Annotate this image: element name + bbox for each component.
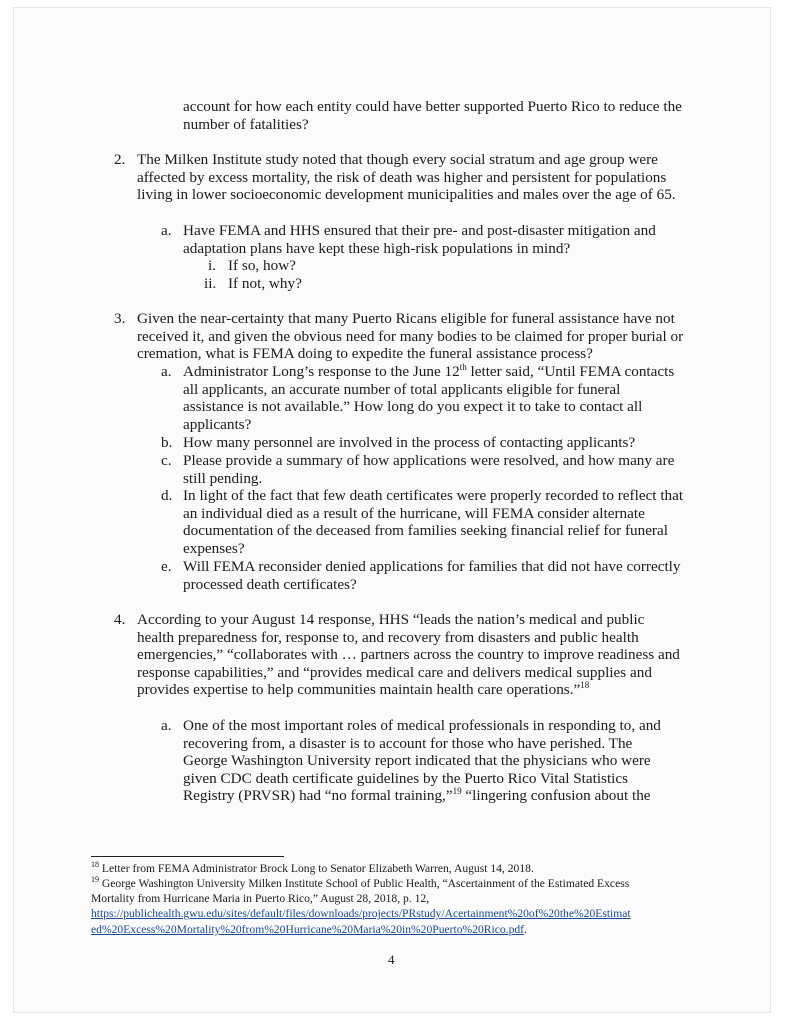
text-line: received it, and given the obvious need for many bodies to be claimed for proper burial or [137, 327, 684, 345]
question-3b-text [183, 434, 635, 452]
text-line: account for how each entity could have better supported Puerto Rico to reduce the [183, 98, 682, 115]
text-line: health preparedness for, response to, and recovery from disasters and public health [137, 628, 639, 646]
text-line [183, 363, 674, 381]
question-3b-letter: b. [161, 434, 173, 451]
text-line: According to your August 14 response, HHS “leads the nation’s medical and public [137, 611, 645, 628]
text-line: affected by excess mortality, the risk of death was higher and persistent for populations [137, 168, 667, 186]
text-line: processed death certificates? [183, 575, 357, 593]
question-3-number: 3. [114, 310, 126, 327]
question-4-text [137, 611, 680, 699]
text-line: expenses? [183, 539, 245, 557]
question-2a-i-label: i. [208, 257, 217, 274]
text-line: an individual died as a result of the hurricane, will FEMA consider alternate [183, 504, 645, 522]
document-page [14, 8, 770, 1012]
text-line [91, 906, 711, 921]
question-4a-text [183, 717, 661, 805]
question-3d-letter: d. [161, 487, 173, 504]
text-line: In light of the fact that few death certificates were properly recorded to reflect that [183, 487, 684, 504]
text-line: Will FEMA reconsider denied applications for families that did not have correctly [183, 558, 681, 575]
question-3-text [137, 310, 683, 363]
footnote-19 [91, 876, 711, 937]
question-4-number: 4. [114, 611, 126, 628]
footnote-link[interactable]: https://publichealth.gwu.edu/sites/default/files/downloads/projects/PRstudy/Acertainment%20of%20the%20Estimat [91, 907, 631, 921]
footnote-ref-18: 18 [580, 680, 590, 691]
continuation-paragraph [183, 98, 682, 133]
superscript: th [459, 361, 467, 372]
text-line: cremation, what is FEMA doing to expedite the funeral assistance process? [137, 345, 593, 363]
question-3c-letter: c. [161, 452, 172, 469]
text-line: How many personnel are involved in the process of contacting applicants? [183, 434, 636, 451]
question-3d-text [183, 487, 683, 557]
footnote-divider [91, 856, 284, 857]
text-line: Please provide a summary of how applications were resolved, and how many are [183, 452, 675, 469]
text-span: . [524, 922, 527, 936]
footnote-18 [91, 861, 711, 876]
text-line: adaptation plans have kept these high-risk populations in mind? [183, 239, 571, 257]
question-3a-letter: a. [161, 363, 172, 380]
text-line: all applicants, an accurate number of total applicants eligible for funeral [183, 380, 621, 398]
text-line: One of the most important roles of medical professionals in responding to, and [183, 717, 661, 734]
question-2a-i-text: If so, how? [228, 257, 296, 274]
footnote-mark: 18 [91, 860, 99, 870]
question-2-number: 2. [114, 151, 126, 168]
footnote-text: George Washington University Milken Institute School of Public Health, “Ascertainment of the Estimated Excess [101, 877, 630, 890]
text-line [91, 876, 711, 891]
text-line: The Milken Institute study noted that though every social stratum and age group were [137, 151, 658, 168]
question-3c-text [183, 452, 674, 487]
question-2a-text [183, 222, 656, 257]
text-span: “lingering confusion about the [461, 787, 651, 805]
question-3a-text [183, 363, 674, 433]
question-3e-letter: e. [161, 558, 172, 575]
text-line: living in lower socioeconomic development municipalities and males over the age of 65. [137, 186, 676, 204]
question-2a-ii-text: If not, why? [228, 275, 302, 292]
question-4a-letter: a. [161, 717, 172, 734]
footnote-mark: 19 [91, 875, 99, 885]
question-2a-ii-label: ii. [204, 275, 217, 292]
text-line: response capabilities,” and “provides medical care and delivers medical supplies and [137, 663, 652, 681]
question-3e-text [183, 558, 680, 593]
text-line: assistance is not available.” How long do you expect it to take to contact all [183, 398, 643, 416]
footnote-link[interactable]: ed%20Excess%20Mortality%20from%20Hurricane%20Maria%20in%20Puerto%20Rico.pdf [91, 922, 525, 936]
text-line: number of fatalities? [183, 115, 309, 133]
text-span: Registry (PRVSR) had “no formal training,” [183, 787, 453, 805]
text-line [183, 787, 661, 805]
text-line: George Washington University report indicated that the physicians who were [183, 752, 651, 770]
text-span: Administrator Long’s response to the June 12 [183, 363, 460, 380]
footnote-ref-19: 19 [452, 786, 462, 797]
text-line: documentation of the deceased from families seeking financial relief for funeral [183, 522, 668, 540]
text-line: Have FEMA and HHS ensured that their pre- and post-disaster mitigation and [183, 222, 656, 239]
page-number: 4 [388, 952, 395, 967]
text-span: letter said, “Until FEMA contacts [466, 363, 675, 380]
text-line: still pending. [183, 469, 263, 487]
text-line: Given the near-certainty that many Puerto Ricans eligible for funeral assistance have not [137, 310, 675, 327]
text-line: recovering from, a disaster is to account for those who have perished. The [183, 734, 633, 752]
text-line: emergencies,” “collaborates with … partners across the country to improve readiness and [137, 646, 680, 664]
text-span: provides expertise to help communities maintain health care operations.” [137, 681, 581, 699]
text-line: given CDC death certificate guidelines by the Puerto Rico Vital Statistics [183, 769, 629, 787]
question-2-text [137, 151, 676, 204]
text-line [91, 922, 711, 937]
text-line: Mortality from Hurricane Maria in Puerto Rico,” August 28, 2018, p. 12, [91, 892, 430, 906]
footnote-text: Letter from FEMA Administrator Brock Long to Senator Elizabeth Warren, August 14, 2018. [101, 862, 534, 875]
text-line [137, 681, 680, 699]
text-line: applicants? [183, 415, 252, 433]
question-2a-letter: a. [161, 222, 172, 239]
